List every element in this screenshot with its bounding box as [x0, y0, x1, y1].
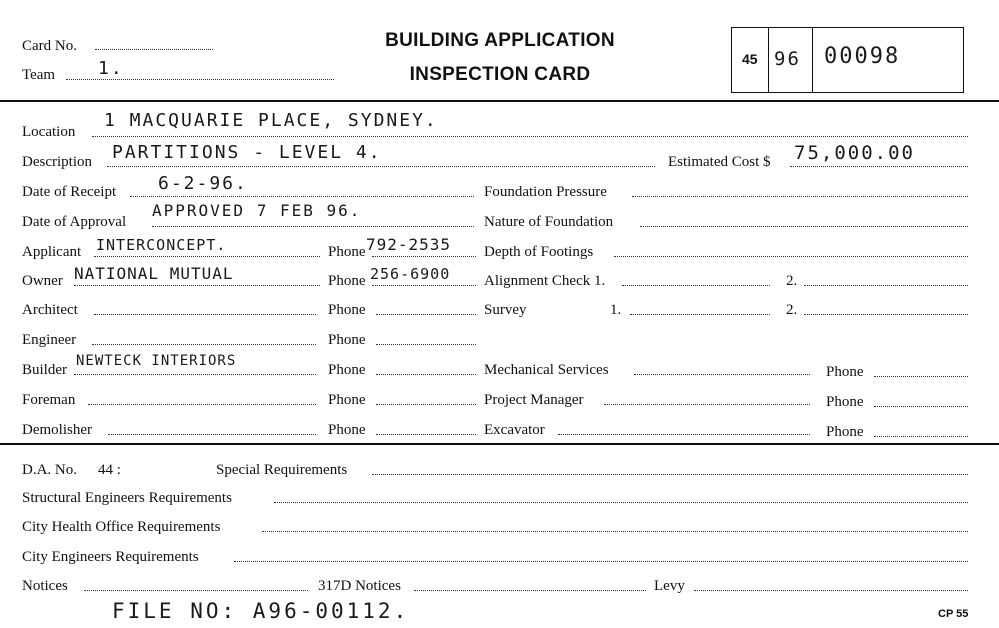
project-manager-field[interactable]: [604, 404, 810, 405]
team-value: 1.: [98, 58, 124, 79]
card-no-field[interactable]: [95, 49, 213, 50]
applicant-label: Applicant: [22, 244, 82, 260]
description-field[interactable]: [107, 166, 655, 167]
applicant-phone-label: Phone: [328, 244, 366, 260]
special-requirements-label: Special Requirements: [216, 462, 348, 478]
architect-label: Architect: [22, 302, 78, 318]
ref-year: 96: [774, 48, 801, 70]
project-manager-phone-field[interactable]: [874, 406, 968, 407]
builder-value: NEWTECK INTERIORS: [76, 353, 237, 369]
builder-phone-field[interactable]: [376, 374, 476, 375]
demolisher-label: Demolisher: [22, 422, 92, 438]
builder-field[interactable]: [74, 374, 316, 375]
estimated-cost-label: Estimated Cost $: [668, 154, 771, 170]
survey-2-label: 2.: [786, 302, 798, 318]
survey-1-field[interactable]: [630, 314, 770, 315]
survey-label: Survey: [484, 302, 527, 318]
date-receipt-value: 6-2-96.: [158, 173, 248, 194]
foundation-pressure-label: Foundation Pressure: [484, 184, 607, 200]
notices-317d-field[interactable]: [414, 590, 646, 591]
mechanical-services-field[interactable]: [634, 374, 810, 375]
demolisher-field[interactable]: [108, 434, 316, 435]
applicant-phone-field[interactable]: [372, 256, 476, 257]
alignment-check-2-field[interactable]: [804, 285, 968, 286]
card-no-label: Card No.: [22, 38, 77, 54]
depth-footings-label: Depth of Footings: [484, 244, 594, 260]
engineer-phone-label: Phone: [328, 332, 366, 348]
notices-label: Notices: [22, 578, 68, 594]
applicant-field[interactable]: [94, 256, 320, 257]
team-label: Team: [22, 67, 56, 83]
date-receipt-label: Date of Receipt: [22, 184, 117, 200]
depth-footings-field[interactable]: [614, 256, 968, 257]
applicant-phone-value: 792-2535: [366, 235, 452, 254]
estimated-cost-value: 75,000.00: [794, 142, 915, 164]
estimated-cost-field[interactable]: [790, 166, 968, 167]
excavator-phone-field[interactable]: [874, 436, 968, 437]
ref-prefix: 45: [742, 51, 758, 67]
alignment-check-1-field[interactable]: [622, 285, 770, 286]
location-label: Location: [22, 124, 76, 140]
foreman-label: Foreman: [22, 392, 76, 408]
applicant-value: INTERCONCEPT.: [96, 236, 227, 254]
builder-phone-label: Phone: [328, 362, 366, 378]
structural-requirements-label: Structural Engineers Requirements: [22, 490, 232, 506]
project-manager-label: Project Manager: [484, 392, 584, 408]
project-manager-phone-label: Phone: [826, 394, 864, 410]
notices-field[interactable]: [84, 590, 308, 591]
owner-phone-value: 256-6900: [370, 265, 451, 283]
nature-foundation-field[interactable]: [640, 226, 968, 227]
date-approval-value: APPROVED 7 FEB 96.: [152, 201, 362, 220]
ref-divider-1: [768, 28, 769, 92]
alignment-check-2-label: 2.: [786, 273, 798, 289]
form-title-line1: BUILDING APPLICATION: [385, 30, 615, 51]
engineers-requirements-label: City Engineers Requirements: [22, 549, 199, 565]
demolisher-phone-field[interactable]: [376, 434, 476, 435]
description-label: Description: [22, 154, 92, 170]
nature-foundation-label: Nature of Foundation: [484, 214, 614, 230]
mechanical-phone-field[interactable]: [874, 376, 968, 377]
foundation-pressure-field[interactable]: [632, 196, 968, 197]
levy-field[interactable]: [694, 590, 968, 591]
da-no-label: D.A. No.: [22, 462, 77, 478]
owner-phone-label: Phone: [328, 273, 366, 289]
architect-field[interactable]: [94, 314, 316, 315]
description-value: PARTITIONS - LEVEL 4.: [112, 142, 382, 163]
engineers-requirements-field[interactable]: [234, 561, 968, 562]
builder-label: Builder: [22, 362, 67, 378]
notices-317d-label: 317D Notices: [318, 578, 401, 594]
ref-divider-2: [812, 28, 813, 92]
form-title-line2: INSPECTION CARD: [409, 64, 591, 85]
engineer-label: Engineer: [22, 332, 77, 348]
header-rule: [0, 100, 999, 102]
date-receipt-field[interactable]: [130, 196, 474, 197]
foreman-phone-label: Phone: [328, 392, 366, 408]
survey-1-label: 1.: [610, 302, 622, 318]
da-no-value: 44 :: [98, 462, 121, 478]
health-requirements-field[interactable]: [262, 531, 968, 532]
special-requirements-field[interactable]: [372, 474, 968, 475]
survey-2-field[interactable]: [804, 314, 968, 315]
location-value: 1 MACQUARIE PLACE, SYDNEY.: [104, 110, 438, 131]
ref-number: 00098: [824, 44, 901, 69]
form-code: CP 55: [938, 608, 969, 620]
owner-field[interactable]: [74, 285, 320, 286]
section-rule: [0, 443, 999, 445]
excavator-phone-label: Phone: [826, 424, 864, 440]
health-requirements-label: City Health Office Requirements: [22, 519, 221, 535]
excavator-label: Excavator: [484, 422, 545, 438]
foreman-field[interactable]: [88, 404, 316, 405]
date-approval-field[interactable]: [152, 226, 474, 227]
owner-value: NATIONAL MUTUAL: [74, 264, 234, 283]
reference-box: [731, 27, 964, 93]
excavator-field[interactable]: [558, 434, 810, 435]
location-field[interactable]: [92, 136, 968, 137]
engineer-phone-field[interactable]: [376, 344, 476, 345]
owner-label: Owner: [22, 273, 63, 289]
date-approval-label: Date of Approval: [22, 214, 127, 230]
alignment-check-label: Alignment Check 1.: [484, 273, 606, 289]
foreman-phone-field[interactable]: [376, 404, 476, 405]
architect-phone-label: Phone: [328, 302, 366, 318]
mechanical-services-label: Mechanical Services: [484, 362, 609, 378]
mechanical-phone-label: Phone: [826, 364, 864, 380]
team-field[interactable]: [66, 79, 334, 80]
demolisher-phone-label: Phone: [328, 422, 366, 438]
levy-label: Levy: [654, 578, 685, 594]
engineer-field[interactable]: [92, 344, 316, 345]
file-number: FILE NO: A96-00112.: [112, 599, 410, 623]
owner-phone-field[interactable]: [372, 285, 476, 286]
structural-requirements-field[interactable]: [274, 502, 968, 503]
architect-phone-field[interactable]: [376, 314, 476, 315]
